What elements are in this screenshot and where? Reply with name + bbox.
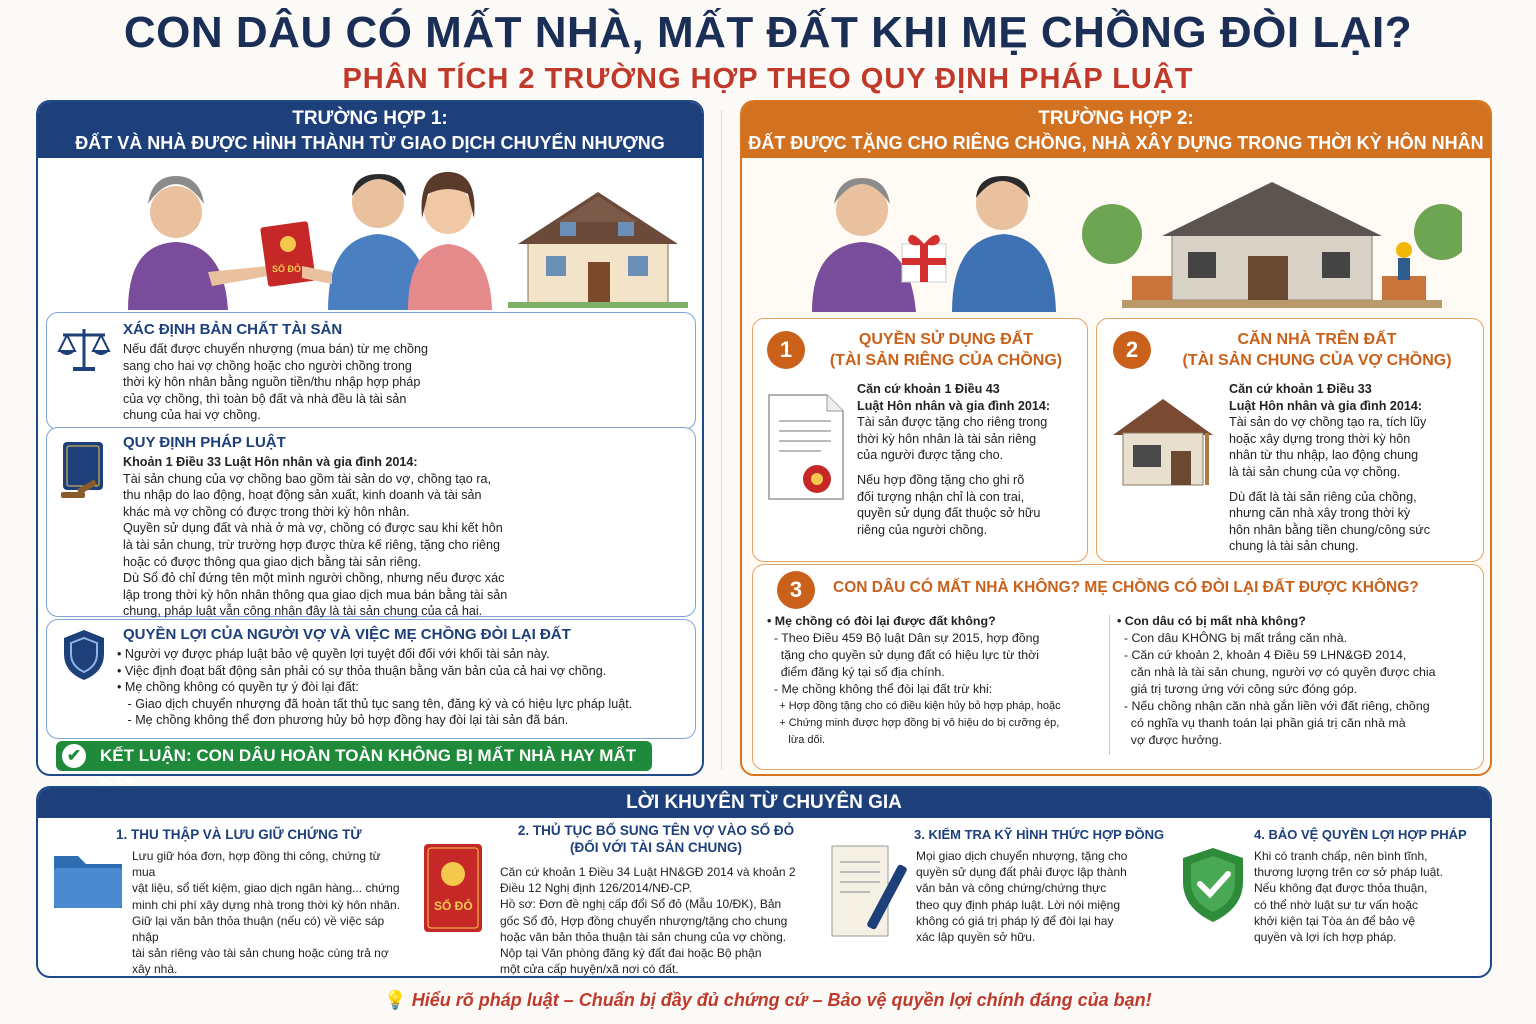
advice-title: 3. KIỂM TRA KỸ HÌNH THỨC HỢP ĐỒNG [914,827,1165,842]
advice-body: Lưu giữ hóa đơn, hợp đồng thi công, chứng từ mua vật liệu, sổ tiết kiệm, giao dịch ngân hàng... chứng minh chi phí xây dựng nhà trong thời kỳ hôn nhân. Giữ lại văn bản thỏa thuận (nếu có) về việc sáp nhập tài sản riêng vào tài sản chung hoặc cùng trả nợ xây nhà. [132,849,401,977]
legal-rule-box [46,427,696,617]
box-title: QUYỀN SỬ DỤNG ĐẤT (TÀI SẢN RIÊNG CỦA CHỒNG) [829,331,1063,369]
page-title: CON DÂU CÓ MẤT NHÀ, MẤT ĐẤT KHI MẸ CHỒNG ĐÒI LẠI? [123,8,1413,57]
section-body: Khoản 1 Điều 33 Luật Hôn nhân và gia đình 2014: Tài sản chung của vợ chồng bao gồm tài sản do vợ, chồng tạo ra, thu nhập do lao động, hoạt động sản xuất, kinh doanh và tài sản khác mà vợ chồng có được trong thời kỳ hôn nhân. Quyền sử dụng đất và nhà ở mà vợ, chồng có được sau khi kết hôn là tài sản chung, trừ trường hợp được thừa kế riêng, tặng cho riêng hoặc có được thông qua giao dịch bằng tài sản riêng. Dù Sổ đỏ chỉ đứng tên một mình người chồng, nhưng nếu được xác lập trong thời kỳ hôn nhân thông qua giao dịch mua bán bằng tài sản chung, pháp luật vẫn công nhận đây là tài sản chung của cả hai. [123,455,508,619]
gift-illustration [802,164,1462,312]
section-title: QUY ĐỊNH PHÁP LUẬT [123,434,286,451]
land-use-right-box [752,318,1088,562]
house-icon [1109,393,1219,489]
shield-icon [61,628,107,682]
expert-advice-panel [36,786,1492,978]
case1-header [38,102,702,158]
lightbulb-icon: 💡 [384,990,407,1010]
number-badge: 2 [1113,331,1151,369]
book-label: SỔ ĐỎ [434,899,473,913]
advice-item-1 [46,826,404,977]
scales-icon [57,323,111,373]
number-badge: 1 [767,331,805,369]
footer [0,990,1536,1011]
case1-panel [36,100,704,776]
section-title: XÁC ĐỊNH BẢN CHẤT TÀI SẢN [123,321,343,338]
conclusion-text: KẾT LUẬN: CON DÂU HOÀN TOÀN KHÔNG BỊ MẤT NHÀ HAY MẤT [100,746,637,765]
document-certificate-icon [765,391,849,503]
conclusion-question-box [752,564,1484,770]
house-on-land-box [1096,318,1484,562]
case1-subheading: ĐẤT VÀ NHÀ ĐƯỢC HÌNH THÀNH TỪ GIAO DỊCH CHUYỂN NHƯỢNG [75,133,665,153]
column-divider [1109,615,1110,755]
wife-rights-box [46,619,696,739]
case2-panel [740,100,1492,776]
page-subtitle: PHÂN TÍCH 2 TRƯỜNG HỢP THEO QUY ĐỊNH PHÁP LUẬT [342,63,1194,95]
box-body: Căn cứ khoản 1 Điều 43 Luật Hôn nhân và gia đình 2014: Tài sản được tặng cho riêng trong thời kỳ hôn nhân là tài sản riêng của người được tặng cho. Nếu hợp đồng tặng cho ghi rõ đối tượng nhận chỉ là con trai, quyền sử dụng đất thuộc sở hữu riêng của người chồng. [857,382,1051,537]
book-label: SỔ ĐỎ [272,264,302,274]
case2-subheading: ĐẤT ĐƯỢC TẶNG CHO RIÊNG CHỒNG, NHÀ XÂY DỰNG TRONG THỜI KỲ HÔN NHÂN [748,133,1484,153]
advice-heading: LỜI KHUYÊN TỪ CHUYÊN GIA [38,788,1490,818]
section-body: Nếu đất được chuyển nhượng (mua bán) từ mẹ chồng sang cho hai vợ chồng hoặc cho người chồng trong thời kỳ hôn nhân bằng nguồn tiền/thu nhập hợp pháp của vợ chồng, thì toàn bộ đất và nhà đều là tài sản chung của hai vợ chồng. [123,342,429,423]
section-body: • Người vợ được pháp luật bảo vệ quyền lợi tuyệt đối đối với khối tài sản này. • Việc định đoạt bất động sản phải có sự thỏa thuận bằng văn bản của cả hai vợ chồng. • Mẹ chồng không có quyền tự ý đòi lại đất: - Giao dịch chuyển nhượng đã hoàn tất thủ tục sang tên, đăng ký và có hiệu lực pháp luật. - Mẹ chồng không thể đơn phương hủy bỏ hợp đồng hay đòi lại tài sản đã bán. [117,647,633,728]
advice-title: 2. THỦ TỤC BỔ SUNG TÊN VỢ VÀO SỔ ĐỎ (ĐỐI VỚI TÀI SẢN CHUNG) [517,823,795,855]
box-title: CON DÂU CÓ MẤT NHÀ KHÔNG? MẸ CHỒNG CÓ ĐÒI LẠI ĐẤT ĐƯỢC KHÔNG? [833,579,1419,596]
contract-pen-icon [826,842,912,946]
advice-body: Khi có tranh chấp, nên bình tĩnh, thương lượng trên cơ sở pháp luật. Nếu không đạt được thỏa thuận, có thể nhờ luật sư tư vấn hoặc khởi kiện tại Tòa án để bảo vệ quyền và lợi ích hợp pháp. [1254,849,1443,945]
case2-header [742,102,1490,158]
divider [721,110,722,770]
advice-item-2 [414,823,814,977]
number-badge: 3 [777,571,815,609]
box-title: CĂN NHÀ TRÊN ĐẤT (TÀI SẢN CHUNG CỦA VỢ CHỒNG) [1182,331,1452,369]
box-body: Căn cứ khoản 1 Điều 33 Luật Hôn nhân và gia đình 2014: Tài sản do vợ chồng tạo ra, tích lũy hoặc xây dựng trong thời kỳ hôn nhân từ thu nhập, lao động chung là tài sản chung của vợ chồng. Dù đất là tài sản riêng của chồng, nhưng căn nhà xây trong thời kỳ hôn nhân bằng tiền chung/công sức chung là tài sản chung. [1229,382,1430,554]
conclusion-banner [56,741,652,771]
transfer-illustration [88,162,688,310]
shield-check-icon [1178,844,1248,928]
law-book-icon [57,438,113,502]
gift-icon [902,235,946,282]
red-book-icon [418,840,488,940]
advice-item-3 [824,826,1168,974]
footer-text: Hiểu rõ pháp luật – Chuẩn bị đầy đủ chứng cứ – Bảo vệ quyền lợi chính đáng của bạn! [411,990,1152,1010]
construction-house-icon [1082,182,1462,308]
asset-nature-box [46,312,696,430]
advice-title: 1. THU THẬP VÀ LƯU GIỮ CHỨNG TỪ [116,827,362,842]
folder-icon [50,842,128,914]
wife-house-column: • Con dâu có bị mất nhà không? - Con dâu KHÔNG bị mất trắng căn nhà. - Căn cứ khoản 2, khoản 4 Điều 59 LHN&GĐ 2014, căn nhà là tài sản chung, người vợ có quyền được chia giá trị tương ứng với công sức đóng góp. - Nếu chồng nhận căn nhà gắn liền với đất riêng, chồng có nghĩa vụ thanh toán lại phần giá trị căn nhà mà vợ được hưởng. [1117,614,1436,747]
advice-body: Mọi giao dịch chuyển nhượng, tặng cho quyền sử dụng đất phải được lập thành văn bản và công chứng/chứng thực theo quy định pháp luật. Lời nói miệng không có giá trị pháp lý để đòi lại hay xác lập quyền sở hữu. [916,849,1128,945]
check-icon: ✔ [62,744,86,768]
mother-reclaim-column: • Mẹ chồng có đòi lại được đất không? - Theo Điều 459 Bộ luật Dân sự 2015, hợp đồng tặng cho quyền sử dụng đất có hiệu lực từ thời điểm đăng ký tại sổ địa chính. - Mẹ chồng không thể đòi lại đất trừ khi: + Hợp đồng tặng cho có điều kiện hủy bỏ hợp pháp, hoặc + Chứng minh được hợp đồng bị vô hiệu do bị cưỡng ép, lừa dối. [767,614,1061,746]
advice-title: 4. BẢO VỆ QUYỀN LỢI HỢP PHÁP [1254,827,1467,842]
advice-item-4 [1178,826,1488,974]
case2-heading: TRƯỜNG HỢP 2: [1038,108,1194,129]
house-icon [508,192,688,308]
advice-body: Căn cứ khoản 1 Điều 34 Luật HN&GĐ 2014 và khoản 2 Điều 12 Nghị định 126/2014/NĐ-CP. Hồ sơ: Đơn đề nghị cấp đổi Sổ đỏ (Mẫu 10/ĐK), Bản gốc Sổ đỏ, Hợp đồng chuyển nhượng/tặng cho chung hoặc văn bản thỏa thuận tài sản chung của vợ chồng. Nộp tại Văn phòng đăng ký đất đai hoặc Bộ phận một cửa cấp huyện/xã nơi có đất. [500,865,796,977]
section-title: QUYỀN LỢI CỦA NGƯỜI VỢ VÀ VIỆC MẸ CHỒNG ĐÒI LẠI ĐẤT [123,626,571,643]
case1-heading: TRƯỜNG HỢP 1: [292,108,448,129]
